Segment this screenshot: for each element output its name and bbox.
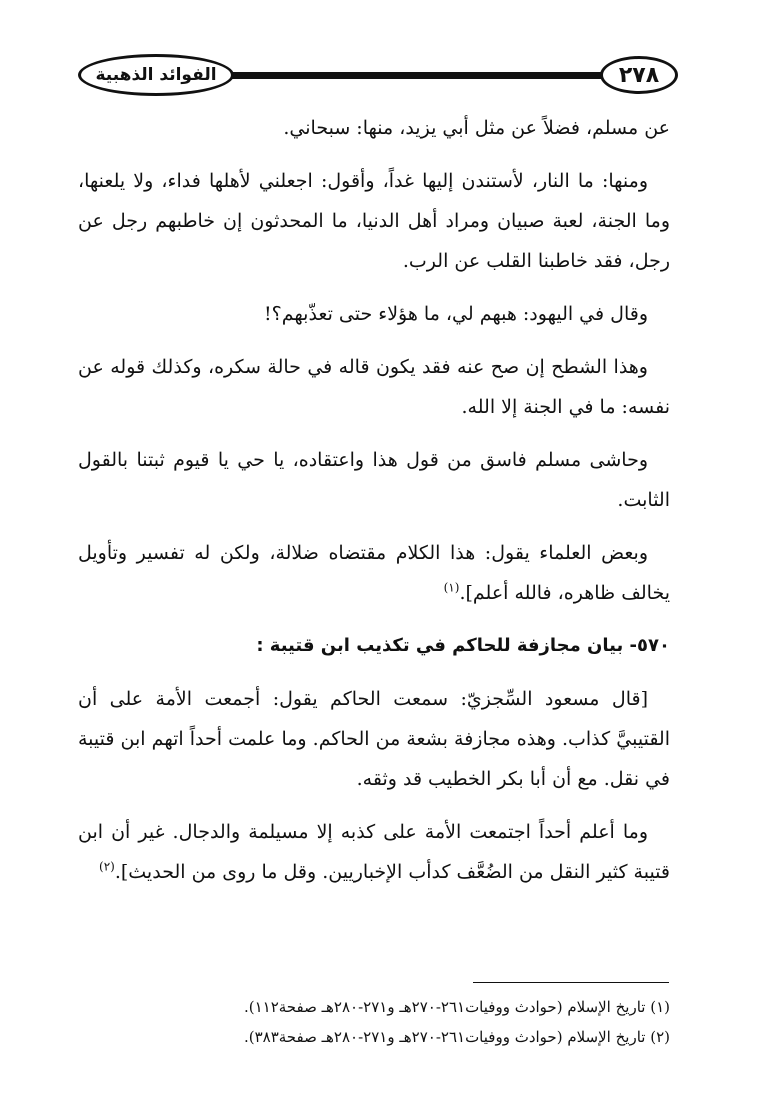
- paragraph: عن مسلم، فضلاً عن مثل أبي يزيد، منها: سبحاني.: [283, 117, 670, 139]
- running-title: الفوائد الذهبية: [78, 54, 234, 96]
- main-text: [78, 108, 670, 905]
- paragraph-text: وبعض العلماء يقول: هذا الكلام مقتضاه ضلالة، ولكن له تفسير وتأويل يخالف ظاهره، فالله أعلم].: [78, 542, 670, 604]
- paragraph: [قال مسعود السِّجزيّ: سمعت الحاكم يقول: أجمعت الأمة على أن القتيبيَّ كذاب. وهذه مجازفة بشعة من الحاكم. وما علمت أحداً اتهم ابن قتيبة في نقل. مع أن أبا بكر الخطيب قد وثقه.: [78, 688, 670, 790]
- footnote-ref: (١): [443, 580, 460, 595]
- paragraph: ومنها: ما النار، لأستندن إليها غداً، وأقول: اجعلني لأهلها فداء، ولا يلعنها، وما الجنة، لعبة صبيان ومراد أهل الدنيا، ما المحدثون إن خاطبهم رجل عن رجل، فقد خاطبنا القلب عن الرب.: [78, 170, 670, 272]
- page-header: [78, 52, 678, 102]
- paragraph: وهذا الشطح إن صح عنه فقد يكون قاله في حالة سكره، وكذلك قوله عن نفسه: ما في الجنة إلا الله.: [78, 356, 670, 418]
- paragraph: [78, 533, 670, 613]
- section-heading: ٥٧٠- بيان مجازفة للحاكم في تكذيب ابن قتيبة :: [256, 635, 670, 656]
- paragraph: وحاشى مسلم فاسق من قول هذا واعتقاده، يا حي يا قيوم ثبتنا بالقول الثابت.: [78, 449, 670, 511]
- footnote-separator: [473, 982, 669, 983]
- footnotes: [78, 992, 670, 1052]
- page-number: ٢٧٨: [600, 56, 678, 94]
- footnote-ref: (٢): [99, 859, 115, 874]
- footnote: (١) تاريخ الإسلام (حوادث ووفيات٢٦١-٢٧٠هـ و٢٧١-٢٨٠هـ صفحة١١٢).: [243, 998, 670, 1016]
- header-rule: [188, 72, 608, 79]
- footnote: (٢) تاريخ الإسلام (حوادث ووفيات٢٦١-٢٧٠هـ و٢٧١-٢٨٠هـ صفحة٣٨٣).: [243, 1028, 670, 1046]
- paragraph: وقال في اليهود: هبهم لي، ما هؤلاء حتى تعذّبهم؟!: [264, 303, 648, 325]
- paragraph: [78, 812, 670, 892]
- paragraph-text: وما أعلم أحداً اجتمعت الأمة على كذبه إلا مسيلمة والدجال. غير أن ابن قتيبة كثير النقل من الضُعَّف كدأب الإخباريين. وقل ما روى من الحديث].: [78, 821, 670, 883]
